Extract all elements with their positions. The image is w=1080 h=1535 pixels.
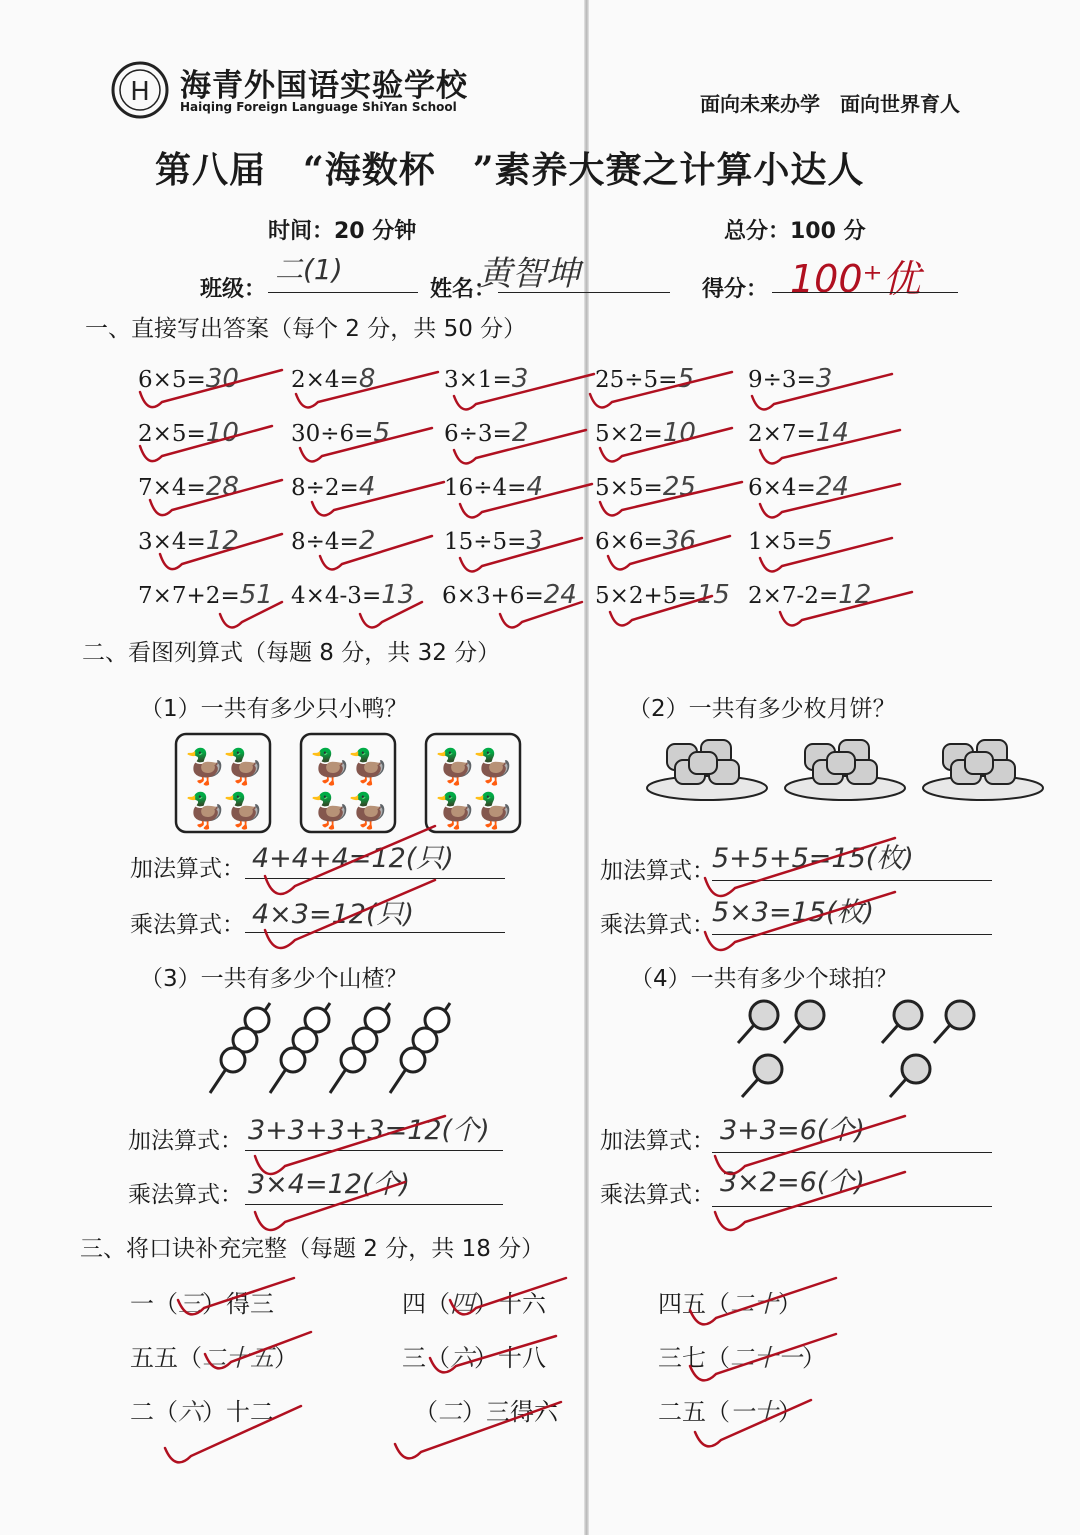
calc-item: 6×3+6=24 xyxy=(442,580,577,610)
calc-item: 3×1=3 xyxy=(444,364,529,394)
problem2-add-label: 加法算式： xyxy=(600,858,715,884)
score-value: 100⁺优 xyxy=(790,257,921,301)
calc-item: 9÷3=3 xyxy=(748,364,833,394)
class-label: 班级： xyxy=(200,277,267,302)
section3-heading: 三、将口诀补充完整（每题 2 分，共 18 分） xyxy=(80,1236,545,1262)
calc-item: 6×5=30 xyxy=(138,364,239,394)
problem3-title: （3）一共有多少个山楂？ xyxy=(140,966,408,992)
koujue-item: 二（六）十二 xyxy=(130,1398,274,1426)
koujue-item: 五五（二十五） xyxy=(130,1344,298,1372)
svg-text:🦆: 🦆 xyxy=(184,747,227,787)
svg-text:🦆: 🦆 xyxy=(347,747,390,787)
calc-item: 16÷4=4 xyxy=(444,472,543,502)
problem4-title: （4）一共有多少个球拍？ xyxy=(630,966,898,992)
calc-item: 25÷5=5 xyxy=(595,364,694,394)
calc-item: 15÷5=3 xyxy=(444,526,543,556)
section2-heading: 二、看图列算式（每题 8 分，共 32 分） xyxy=(82,640,501,666)
school-name-en: Haiqing Foreign Language ShiYan School xyxy=(180,100,457,114)
calc-item: 6×4=24 xyxy=(748,472,849,502)
problem3-mul-label: 乘法算式： xyxy=(128,1182,243,1208)
problem3-mul-answer: 3×4=12(个) xyxy=(248,1169,411,1200)
section1-heading: 一、直接写出答案（每个 2 分，共 50 分） xyxy=(85,316,527,342)
calc-item: 1×5=5 xyxy=(748,526,833,556)
svg-text:🦆: 🦆 xyxy=(434,747,477,787)
calc-item: 5×2+5=15 xyxy=(595,580,730,610)
name-label: 姓名： xyxy=(430,277,497,302)
problem2-mul-label: 乘法算式： xyxy=(600,912,715,938)
class-value: 二(1) xyxy=(275,253,343,286)
koujue-item: 三（六）十八 xyxy=(402,1344,546,1372)
problem3-add-answer: 3+3+3+3=12(个) xyxy=(248,1115,490,1146)
problem4-add-answer: 3+3=6(个) xyxy=(720,1115,865,1146)
calc-item: 2×4=8 xyxy=(291,364,376,394)
exam-title: 第八届 “海数杯 ”素养大赛之计算小达人 xyxy=(155,149,865,191)
svg-text:🦆: 🦆 xyxy=(309,747,352,787)
svg-text:🦆: 🦆 xyxy=(434,791,477,831)
svg-text:🦆: 🦆 xyxy=(222,791,265,831)
calc-item: 8÷4=2 xyxy=(291,526,376,556)
svg-text:H: H xyxy=(130,77,150,107)
calc-item: 7×4=28 xyxy=(138,472,239,502)
problem4-mul-label: 乘法算式： xyxy=(600,1182,715,1208)
calc-item: 30÷6=5 xyxy=(291,418,390,448)
svg-text:🦆: 🦆 xyxy=(347,791,390,831)
problem1-mul-label: 乘法算式： xyxy=(130,912,245,938)
svg-text:🦆: 🦆 xyxy=(222,747,265,787)
calc-item: 2×7-2=12 xyxy=(748,580,872,610)
school-motto: 面向未来办学 面向世界育人 xyxy=(700,92,960,116)
score-label: 得分： xyxy=(702,277,769,302)
school-name-cn: 海青外国语实验学校 xyxy=(180,68,468,104)
koujue-item: 四（四）十六 xyxy=(402,1290,546,1318)
calc-item: 8÷2=4 xyxy=(291,472,376,502)
total-score-info: 总分：100 分 xyxy=(724,219,866,244)
koujue-item: 二五（一十） xyxy=(658,1398,802,1426)
koujue-item: 三七（二十一） xyxy=(658,1344,826,1372)
problem1-add-label: 加法算式： xyxy=(130,856,245,882)
calc-item: 4×4-3=13 xyxy=(291,580,415,610)
time-info: 时间：20 分钟 xyxy=(268,219,417,244)
problem2-title: （2）一共有多少枚月饼？ xyxy=(628,696,896,722)
koujue-item: 四五（二十） xyxy=(658,1290,802,1318)
problem1-title: （1）一共有多少只小鸭？ xyxy=(140,696,408,722)
svg-text:🦆: 🦆 xyxy=(472,747,515,787)
koujue-item: 一（三）得三 xyxy=(130,1290,274,1318)
problem2-add-answer: 5+5+5=15(枚) xyxy=(712,843,914,874)
calc-item: 7×7+2=51 xyxy=(138,580,273,610)
svg-text:🦆: 🦆 xyxy=(472,791,515,831)
calc-item: 3×4=12 xyxy=(138,526,239,556)
svg-text:🦆: 🦆 xyxy=(184,791,227,831)
problem3-add-label: 加法算式： xyxy=(128,1128,243,1154)
calc-item: 5×5=25 xyxy=(595,472,696,502)
problem1-mul-answer: 4×3=12(只) xyxy=(252,899,415,930)
svg-text:🦆: 🦆 xyxy=(309,791,352,831)
problem2-mul-answer: 5×3=15(枚) xyxy=(712,897,875,928)
calc-item: 6÷3=2 xyxy=(444,418,529,448)
calc-item: 2×7=14 xyxy=(748,418,849,448)
koujue-item: （二）三得六 xyxy=(414,1398,558,1426)
name-value: 黄智坤 xyxy=(478,254,580,294)
calc-item: 6×6=36 xyxy=(595,526,696,556)
problem4-mul-answer: 3×2=6(个) xyxy=(720,1167,865,1198)
calc-item: 2×5=10 xyxy=(138,418,239,448)
problem1-add-answer: 4+4+4=12(只) xyxy=(252,843,454,874)
calc-item: 5×2=10 xyxy=(595,418,696,448)
problem4-add-label: 加法算式： xyxy=(600,1128,715,1154)
